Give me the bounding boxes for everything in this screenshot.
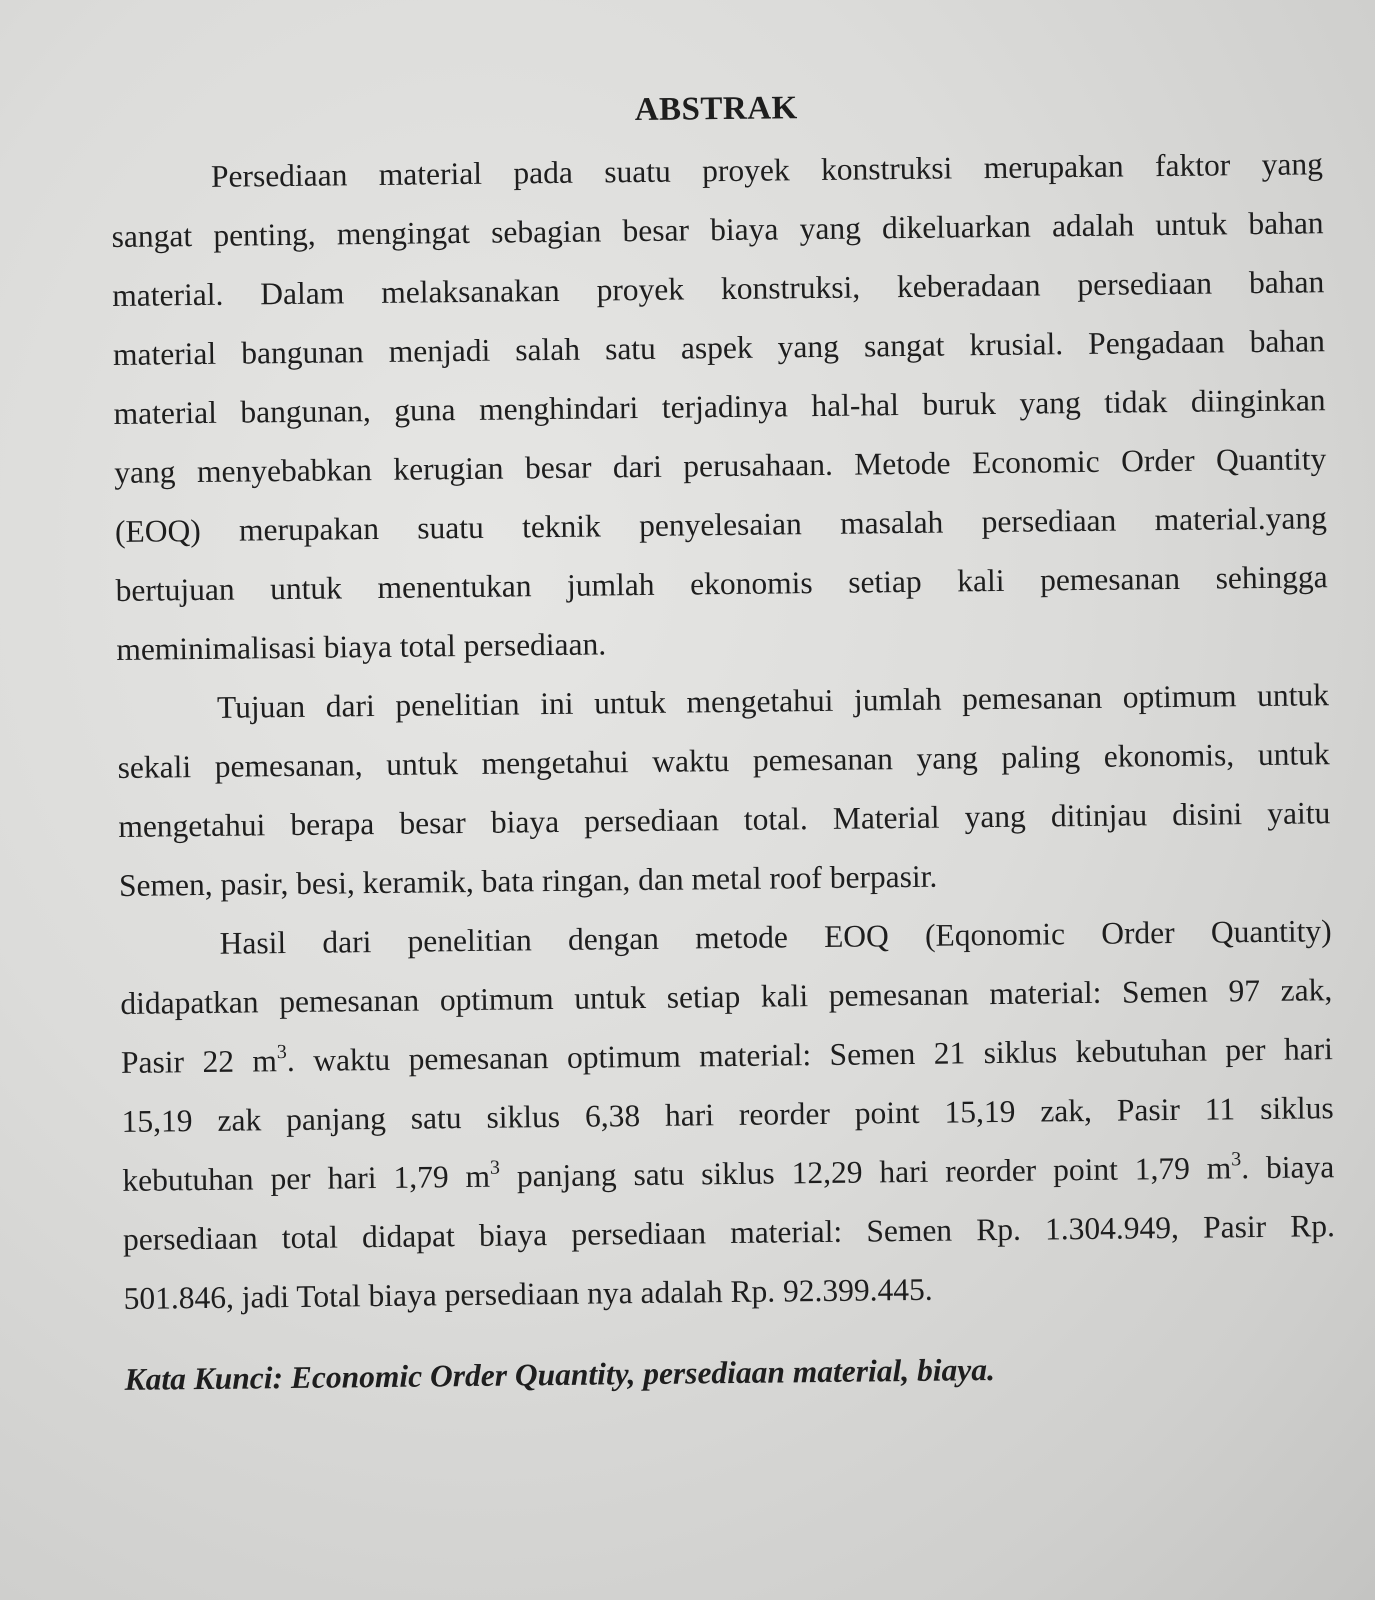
text-line: yang menyebabkan kerugian besar dari perusahaan. Metode Economic Order Quantity — [114, 441, 1327, 490]
text-line: (EOQ) merupakan suatu teknik penyelesaian masalah persediaan material.yang — [114, 500, 1328, 549]
text-line: material. Dalam melaksanakan proyek konstruksi, keberadaan persediaan bahan — [112, 264, 1325, 313]
text-fragment: kebutuhan per hari 1,79 m — [122, 1158, 491, 1198]
text-line: didapatkan pemesanan optimum untuk setiap kali pemesanan material: Semen 97 zak, — [120, 972, 1333, 1021]
text-fragment: Pasir 22 m — [120, 1043, 278, 1080]
text-line: sangat penting, mengingat sebagian besar biaya yang dikeluarkan adalah untuk bahan — [111, 205, 1324, 254]
text-line: 501.846, jadi Total biaya persediaan nya adalah Rp. 92.399.445. — [123, 1271, 933, 1316]
superscript: 3 — [276, 1040, 287, 1063]
paragraph-3 — [119, 901, 1336, 1328]
text-line: Semen, pasir, besi, keramik, bata ringan, dan metal roof berpasir. — [118, 858, 938, 903]
superscript: 3 — [1231, 1147, 1242, 1170]
paragraph-1 — [111, 134, 1329, 679]
text-line: meminimalisasi biaya total persediaan. — [116, 626, 607, 667]
text-line: Hasil dari penelitian dengan metode EOQ (Eqonomic Order Quantity) — [219, 913, 1332, 961]
paragraph-2 — [117, 665, 1332, 915]
text-line: mengetahui berapa besar biaya persediaan total. Material yang ditinjau disini yaitu — [118, 795, 1331, 844]
text-fragment: . biaya — [1241, 1149, 1335, 1186]
keywords: Kata Kunci: Economic Order Quantity, persediaan material, biaya. — [124, 1352, 996, 1397]
text-line: 15,19 zak panjang satu siklus 6,38 hari reorder point 15,19 zak, Pasir 11 siklus — [121, 1090, 1334, 1139]
abstract-title: ABSTRAK — [634, 90, 798, 129]
text-line: bertujuan untuk menentukan jumlah ekonomis setiap kali pemesanan sehingga — [115, 559, 1328, 608]
text-line: persediaan total didapat biaya persediaan material: Semen Rp. 1.304.949, Pasir Rp. — [122, 1208, 1336, 1257]
text-line: material bangunan, guna menghindari terjadinya hal-hal buruk yang tidak diinginkan — [113, 382, 1326, 431]
text-line: Persediaan material pada suatu proyek konstruksi merupakan faktor yang — [210, 146, 1324, 194]
text-fragment: . waktu pemesanan optimum material: Semen 21 siklus kebutuhan per hari — [286, 1031, 1334, 1079]
text-line: material bangunan menjadi salah satu aspek yang sangat krusial. Pengadaan bahan — [112, 323, 1326, 372]
text-line: sekali pemesanan, untuk mengetahui waktu pemesanan yang paling ekonomis, untuk — [117, 736, 1330, 785]
superscript: 3 — [489, 1156, 501, 1179]
text-fragment: panjang satu siklus 12,29 hari reorder point 1,79 m — [499, 1150, 1232, 1194]
text-line: Tujuan dari penelitian ini untuk mengetahui jumlah pemesanan optimum untuk — [216, 677, 1330, 725]
abstract-content — [110, 78, 1337, 1404]
